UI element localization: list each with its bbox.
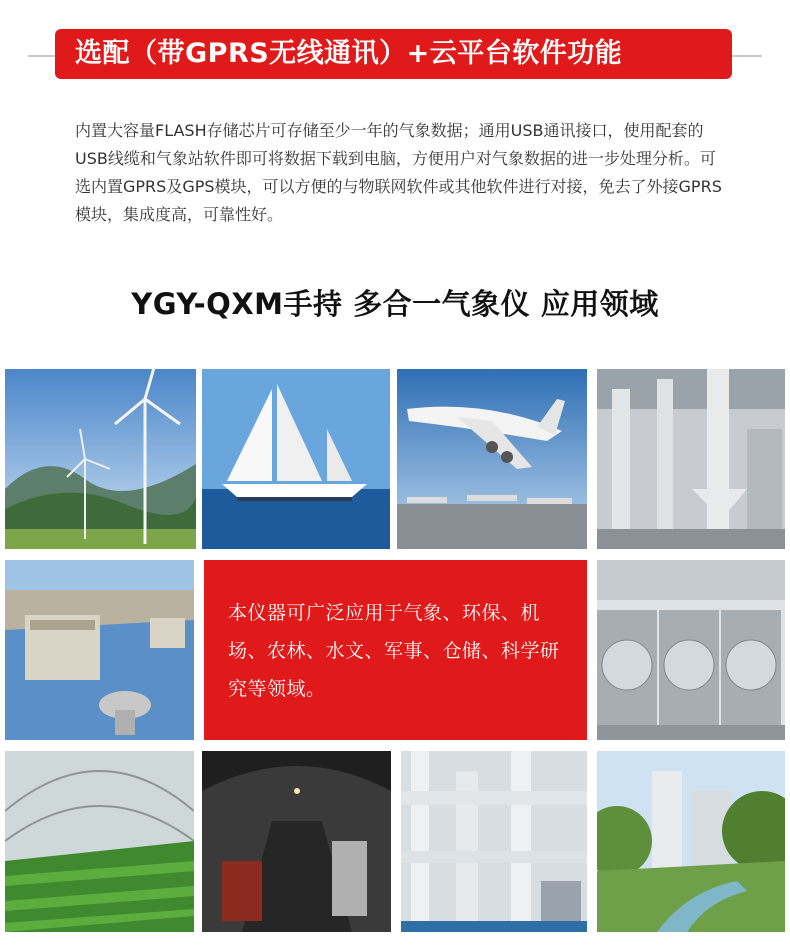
warehouse-photo: [597, 369, 785, 549]
airplane-photo: [397, 369, 587, 549]
tunnel-photo: [202, 751, 391, 932]
industrial-fans-photo: [597, 560, 785, 740]
rooftop-cooler-photo: [5, 560, 194, 740]
header-title: 选配（带GPRS无线通讯）+云平台软件功能: [75, 38, 623, 69]
applications-description-box: [204, 560, 587, 740]
pipeline-photo: [401, 751, 587, 932]
sailboat-photo: [202, 369, 390, 549]
wind-turbine-photo: [5, 369, 196, 549]
intro-paragraph: 内置大容量FLASH存储芯片可存储至少一年的气象数据；通用USB通讯接口，使用配套的USB线缆和气象站软件即可将数据下载到电脑，方便用户对气象数据的进一步处理分析。可选内置GPRS及GPS模块，可以方便的与物联网软件或其他软件进行对接，免去了外接GPRS模块，集成度高，可靠性好。: [75, 121, 722, 224]
header-banner: [55, 29, 732, 79]
greenhouse-photo: [5, 751, 194, 932]
applications-title: YGY-QXM手持 多合一气象仪 应用领域: [131, 287, 659, 321]
applications-description: 本仪器可广泛应用于气象、环保、机场、农林、水文、军事、仓储、科学研究等领域。: [228, 602, 560, 700]
urban-park-photo: [597, 751, 785, 932]
